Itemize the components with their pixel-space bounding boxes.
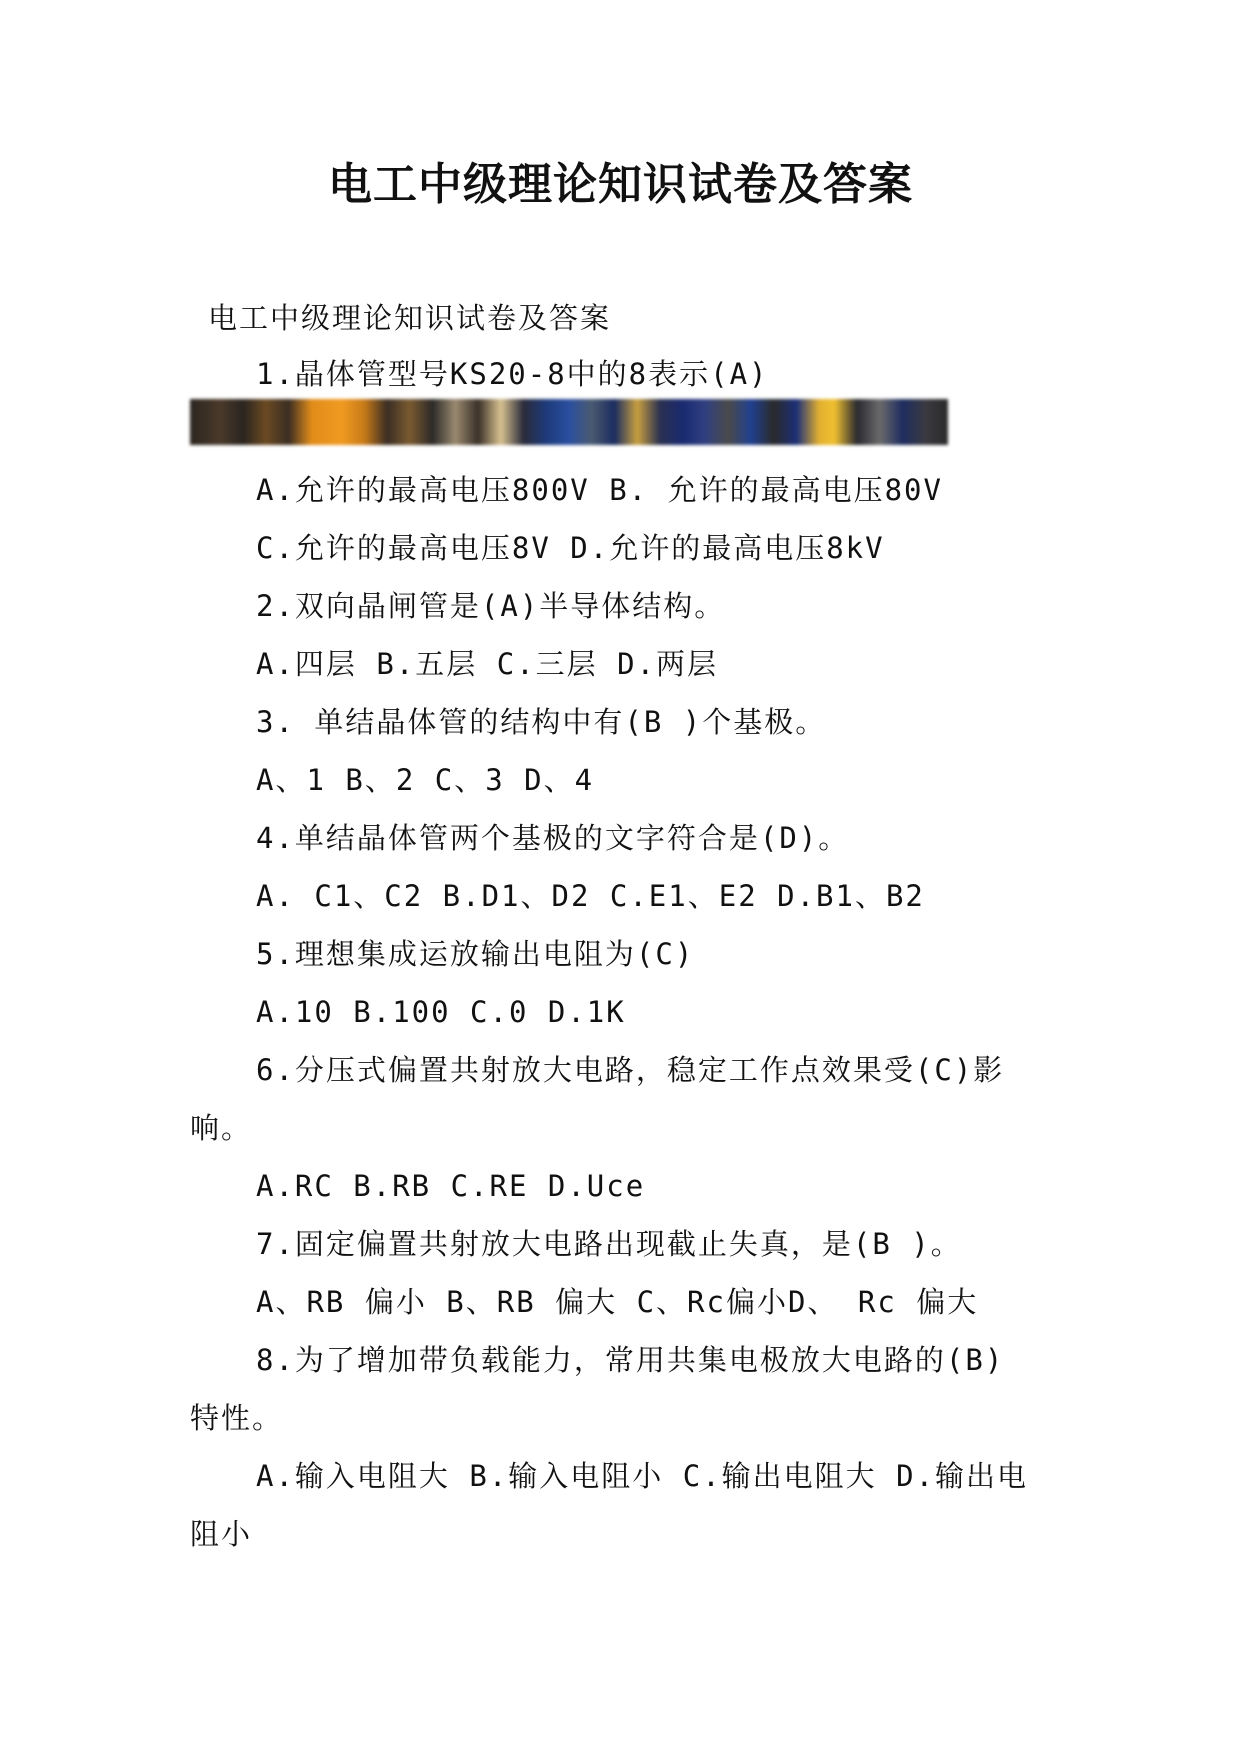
question-6: 6.分压式偏置共射放大电路，稳定工作点效果受(C)影 bbox=[256, 1053, 1005, 1087]
question-8-options-continued: 阻小 bbox=[190, 1517, 253, 1551]
question-8-options: A.输入电阻大 B.输入电阻小 C.输出电阻大 D.输出电 bbox=[256, 1459, 1029, 1493]
question-7-options: A、RB 偏小 B、RB 偏大 C、Rc偏小D、 Rc 偏大 bbox=[256, 1285, 979, 1319]
question-3: 3. 单结晶体管的结构中有(B )个基极。 bbox=[256, 705, 827, 739]
question-5-options: A.10 B.100 C.0 D.1K bbox=[256, 995, 626, 1029]
question-8: 8.为了增加带负载能力，常用共集电极放大电路的(B) bbox=[256, 1343, 1005, 1377]
question-1: 1.晶体管型号KS20-8中的8表示(A) bbox=[256, 357, 769, 391]
question-2: 2.双向晶闸管是(A)半导体结构。 bbox=[256, 589, 726, 623]
question-6-options: A.RC B.RB C.RE D.Uce bbox=[256, 1169, 646, 1203]
question-8-continued: 特性。 bbox=[190, 1401, 284, 1435]
blurred-image-banner bbox=[190, 399, 948, 445]
question-3-options: A、1 B、2 C、3 D、4 bbox=[256, 763, 595, 797]
document-title: 电工中级理论知识试卷及答案 bbox=[328, 159, 913, 210]
subtitle: 电工中级理论知识试卷及答案 bbox=[208, 301, 612, 335]
question-1-options-ab: A.允许的最高电压800V B. 允许的最高电压80V bbox=[256, 473, 943, 507]
question-4: 4.单结晶体管两个基极的文字符合是(D)。 bbox=[256, 821, 850, 855]
question-4-options: A. C1、C2 B.D1、D2 C.E1、E2 D.B1、B2 bbox=[256, 879, 925, 913]
question-5: 5.理想集成运放输出电阻为(C) bbox=[256, 937, 695, 971]
question-6-continued: 响。 bbox=[190, 1111, 253, 1145]
question-2-options: A.四层 B.五层 C.三层 D.两层 bbox=[256, 647, 719, 681]
question-1-options-cd: C.允许的最高电压8V D.允许的最高电压8kV bbox=[256, 531, 885, 565]
question-7: 7.固定偏置共射放大电路出现截止失真，是(B )。 bbox=[256, 1227, 962, 1261]
